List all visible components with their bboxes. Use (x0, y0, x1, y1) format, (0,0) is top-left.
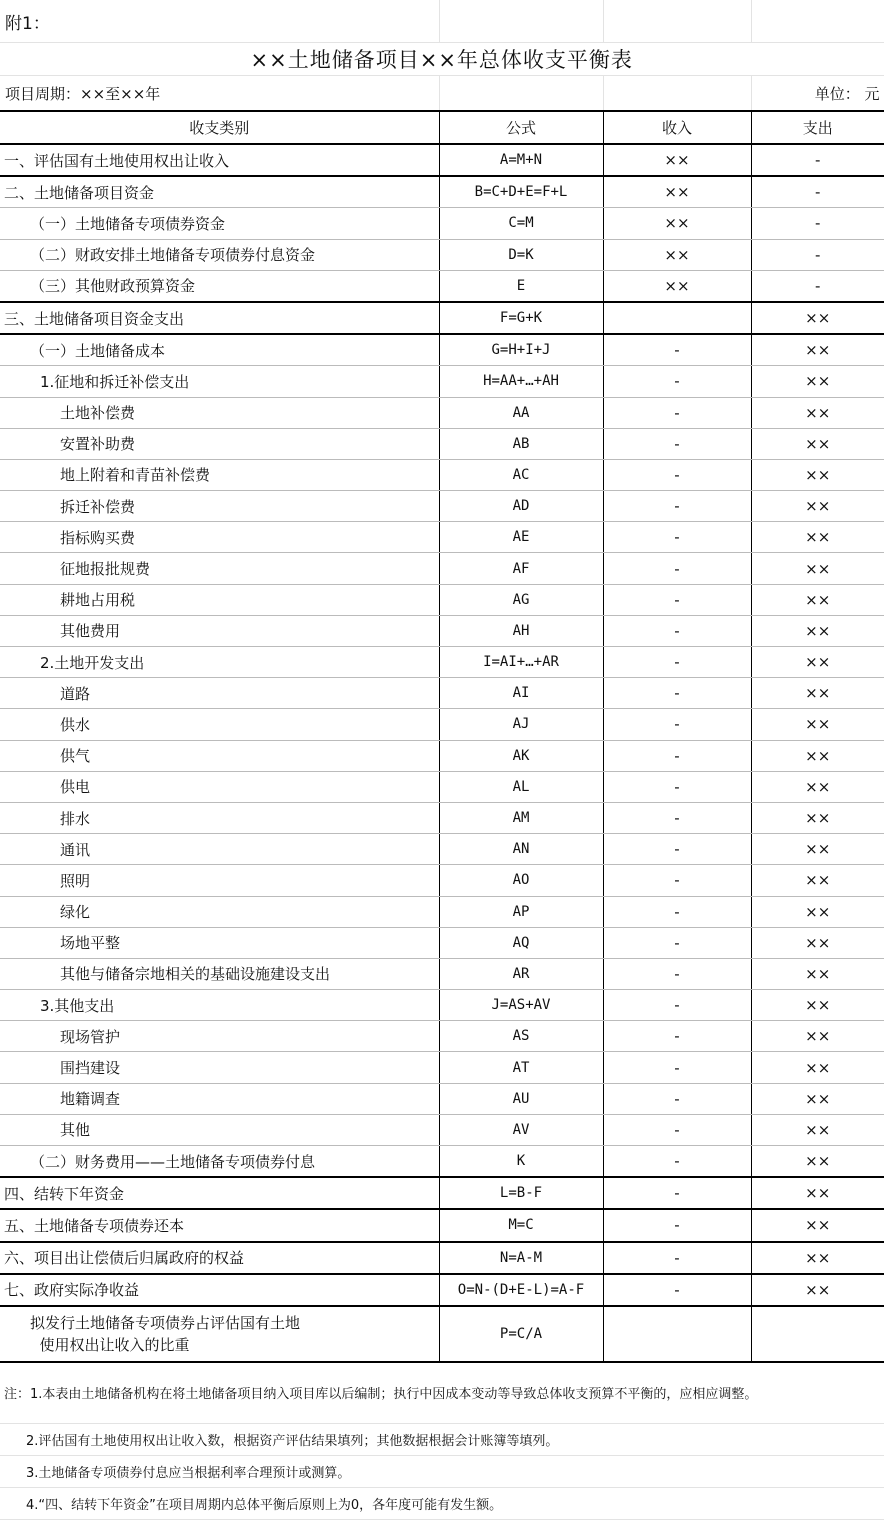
row-category: 其他费用 (0, 615, 439, 646)
row-formula: F=G+K (439, 302, 603, 334)
table-row (0, 584, 884, 615)
row-category: 指标购买费 (0, 522, 439, 553)
row-category: 其他与储备宗地相关的基础设施建设支出 (0, 958, 439, 989)
table-row (0, 1146, 884, 1178)
table-row (0, 865, 884, 896)
column-header-income: 收入 (603, 112, 751, 144)
row-expense: ×× (751, 1274, 884, 1306)
row-formula: AP (439, 896, 603, 927)
row-expense: ×× (751, 647, 884, 678)
row-formula: AK (439, 740, 603, 771)
row-expense: ×× (751, 1177, 884, 1209)
row-expense: - (751, 270, 884, 302)
row-income: - (603, 990, 751, 1021)
row-category: 现场管护 (0, 1021, 439, 1052)
row-category: 耕地占用税 (0, 584, 439, 615)
row-expense: ×× (751, 802, 884, 833)
page-title: ××土地储备项目××年总体收支平衡表 (0, 43, 884, 76)
row-expense: ×× (751, 1021, 884, 1052)
table-row (0, 302, 884, 334)
row-expense: ×× (751, 771, 884, 802)
row-category: 照明 (0, 865, 439, 896)
row-expense: ×× (751, 584, 884, 615)
row-formula: AD (439, 491, 603, 522)
note-2: 2.评估国有土地使用权出让收入数，根据资产评估结果填列；其他数据根据会计账簿等填列。 (0, 1423, 884, 1455)
row-income: - (603, 334, 751, 366)
table-row (0, 990, 884, 1021)
row-category: 供电 (0, 771, 439, 802)
row-category: 3.其他支出 (0, 990, 439, 1021)
row-category: 征地报批规费 (0, 553, 439, 584)
row-income: ×× (603, 176, 751, 208)
row-formula: AT (439, 1052, 603, 1083)
row-formula: AO (439, 865, 603, 896)
row-formula: AQ (439, 927, 603, 958)
row-expense: ×× (751, 459, 884, 490)
table-row (0, 678, 884, 709)
table-row (0, 927, 884, 958)
table-row (0, 647, 884, 678)
row-income: ×× (603, 270, 751, 302)
table-row (0, 771, 884, 802)
row-category: 四、结转下年资金 (0, 1177, 439, 1209)
table-row (0, 615, 884, 646)
row-income: - (603, 771, 751, 802)
row-category: 2.土地开发支出 (0, 647, 439, 678)
row-expense: ×× (751, 678, 884, 709)
table-row (0, 1114, 884, 1145)
row-category: 安置补助费 (0, 428, 439, 459)
row-income: - (603, 1021, 751, 1052)
row-income: - (603, 1052, 751, 1083)
row-formula: J=AS+AV (439, 990, 603, 1021)
row-category: 道路 (0, 678, 439, 709)
row-formula: E (439, 270, 603, 302)
row-formula: AS (439, 1021, 603, 1052)
row-formula: AR (439, 958, 603, 989)
row-category: 土地补偿费 (0, 397, 439, 428)
row-expense: ×× (751, 397, 884, 428)
row-formula: AB (439, 428, 603, 459)
row-income: - (603, 1209, 751, 1241)
column-header-category: 收支类别 (0, 112, 439, 144)
row-category: 1.征地和拆迁补偿支出 (0, 366, 439, 397)
table-row (0, 709, 884, 740)
row-income: - (603, 459, 751, 490)
table-row (0, 459, 884, 490)
row-income: - (603, 1242, 751, 1274)
table-row (0, 366, 884, 397)
row-income: ×× (603, 144, 751, 176)
row-formula: B=C+D+E=F+L (439, 176, 603, 208)
row-income: - (603, 927, 751, 958)
row-formula: A=M+N (439, 144, 603, 176)
row-expense: ×× (751, 709, 884, 740)
row-expense: ×× (751, 865, 884, 896)
row-category: 二、土地储备项目资金 (0, 176, 439, 208)
row-category: 地籍调查 (0, 1083, 439, 1114)
table-row (0, 1209, 884, 1241)
table-row (0, 834, 884, 865)
row-formula: AV (439, 1114, 603, 1145)
row-income: - (603, 1083, 751, 1114)
row-formula: K (439, 1146, 603, 1178)
table-row (0, 1177, 884, 1209)
table-row (0, 553, 884, 584)
note-1: 注：1.本表由土地储备机构在将土地储备项目纳入项目库以后编制；执行中因成本变动等导致总体收支预算不平衡的，应相应调整。 (0, 1363, 884, 1424)
row-expense: ×× (751, 1083, 884, 1114)
row-formula: G=H+I+J (439, 334, 603, 366)
column-header-formula: 公式 (439, 112, 603, 144)
row-category: 通讯 (0, 834, 439, 865)
row-formula: AJ (439, 709, 603, 740)
row-formula: N=A-M (439, 1242, 603, 1274)
table-row (0, 176, 884, 208)
row-expense: ×× (751, 553, 884, 584)
row-expense: ×× (751, 834, 884, 865)
row-income (603, 302, 751, 334)
row-income: - (603, 366, 751, 397)
row-expense: ×× (751, 990, 884, 1021)
header-table (0, 0, 884, 112)
row-category: 地上附着和青苗补偿费 (0, 459, 439, 490)
row-formula: AE (439, 522, 603, 553)
table-row (0, 896, 884, 927)
table-row (0, 428, 884, 459)
table-row (0, 144, 884, 176)
table-row (0, 208, 884, 239)
row-income: - (603, 958, 751, 989)
row-income: - (603, 553, 751, 584)
row-formula: M=C (439, 1209, 603, 1241)
row-category: （一）土地储备成本 (0, 334, 439, 366)
row-income: - (603, 1114, 751, 1145)
table-row (0, 1021, 884, 1052)
row-category: 场地平整 (0, 927, 439, 958)
table-row (0, 1242, 884, 1274)
row-expense: - (751, 144, 884, 176)
row-expense: ×× (751, 1052, 884, 1083)
row-category: 五、土地储备专项债券还本 (0, 1209, 439, 1241)
row-income: - (603, 896, 751, 927)
row-category: 拆迁补偿费 (0, 491, 439, 522)
row-income: - (603, 428, 751, 459)
row-expense: ×× (751, 366, 884, 397)
table-row (0, 1274, 884, 1306)
row-expense: ×× (751, 491, 884, 522)
table-row (0, 270, 884, 302)
row-expense: ×× (751, 1146, 884, 1178)
row-expense: ×× (751, 896, 884, 927)
notes-table (0, 1363, 884, 1520)
row-income: - (603, 522, 751, 553)
row-category: 绿化 (0, 896, 439, 927)
row-category: （二）财政安排土地储备专项债券付息资金 (0, 239, 439, 270)
table-row (0, 1083, 884, 1114)
row-category: 一、评估国有土地使用权出让收入 (0, 144, 439, 176)
row-category: 三、土地储备项目资金支出 (0, 302, 439, 334)
row-formula: AM (439, 802, 603, 833)
row-expense: - (751, 239, 884, 270)
row-expense: - (751, 208, 884, 239)
row-expense: - (751, 176, 884, 208)
ratio-category: 拟发行土地储备专项债券占评估国有土地 使用权出让收入的比重 (0, 1306, 439, 1362)
row-category: 供水 (0, 709, 439, 740)
row-expense: ×× (751, 927, 884, 958)
ratio-row (0, 1306, 884, 1362)
table-row (0, 958, 884, 989)
row-formula: O=N-(D+E-L)=A-F (439, 1274, 603, 1306)
row-formula: AL (439, 771, 603, 802)
row-formula: AA (439, 397, 603, 428)
row-income: - (603, 834, 751, 865)
column-header-expense: 支出 (751, 112, 884, 144)
row-expense: ×× (751, 428, 884, 459)
row-expense: ×× (751, 1242, 884, 1274)
table-row (0, 334, 884, 366)
row-income: ×× (603, 239, 751, 270)
balance-table (0, 112, 884, 1363)
unit-label: 单位： 元 (751, 76, 884, 112)
table-row (0, 802, 884, 833)
row-formula: D=K (439, 239, 603, 270)
table-row (0, 740, 884, 771)
row-category: （一）土地储备专项债券资金 (0, 208, 439, 239)
note-4: 4.“四、结转下年资金”在项目周期内总体平衡后原则上为0，各年度可能有发生额。 (0, 1487, 884, 1519)
row-income: - (603, 491, 751, 522)
table-row (0, 239, 884, 270)
row-formula: L=B-F (439, 1177, 603, 1209)
row-income: - (603, 1177, 751, 1209)
row-formula: AU (439, 1083, 603, 1114)
row-expense: ×× (751, 958, 884, 989)
project-period: 项目周期：××至××年 (0, 76, 439, 112)
table-row (0, 397, 884, 428)
table-row (0, 522, 884, 553)
table-row (0, 1052, 884, 1083)
row-income: - (603, 709, 751, 740)
row-category: 七、政府实际净收益 (0, 1274, 439, 1306)
row-category: 其他 (0, 1114, 439, 1145)
row-expense: ×× (751, 1114, 884, 1145)
row-income: - (603, 647, 751, 678)
row-expense: ×× (751, 740, 884, 771)
row-category: （三）其他财政预算资金 (0, 270, 439, 302)
row-formula: H=AA+…+AH (439, 366, 603, 397)
row-expense: ×× (751, 302, 884, 334)
row-formula: AC (439, 459, 603, 490)
note-3: 3.土地储备专项债券付息应当根据利率合理预计或测算。 (0, 1455, 884, 1487)
attachment-label: 附1： (0, 0, 439, 43)
row-formula: AH (439, 615, 603, 646)
row-formula: C=M (439, 208, 603, 239)
row-formula: AG (439, 584, 603, 615)
row-income: - (603, 584, 751, 615)
row-income: - (603, 1146, 751, 1178)
row-income: - (603, 615, 751, 646)
row-category: 六、项目出让偿债后归属政府的权益 (0, 1242, 439, 1274)
row-formula: I=AI+…+AR (439, 647, 603, 678)
row-income: - (603, 397, 751, 428)
row-category: 排水 (0, 802, 439, 833)
row-income: ×× (603, 208, 751, 239)
row-income: - (603, 1274, 751, 1306)
table-row (0, 491, 884, 522)
column-header-row (0, 112, 884, 144)
row-income: - (603, 740, 751, 771)
row-expense: ×× (751, 615, 884, 646)
row-formula: AI (439, 678, 603, 709)
row-expense: ×× (751, 334, 884, 366)
ratio-formula: P=C/A (439, 1306, 603, 1362)
row-formula: AF (439, 553, 603, 584)
row-expense: ×× (751, 1209, 884, 1241)
row-formula: AN (439, 834, 603, 865)
row-expense: ×× (751, 522, 884, 553)
row-income: - (603, 865, 751, 896)
row-category: 围挡建设 (0, 1052, 439, 1083)
row-category: （二）财务费用——土地储备专项债券付息 (0, 1146, 439, 1178)
row-income: - (603, 802, 751, 833)
row-income: - (603, 678, 751, 709)
row-category: 供气 (0, 740, 439, 771)
